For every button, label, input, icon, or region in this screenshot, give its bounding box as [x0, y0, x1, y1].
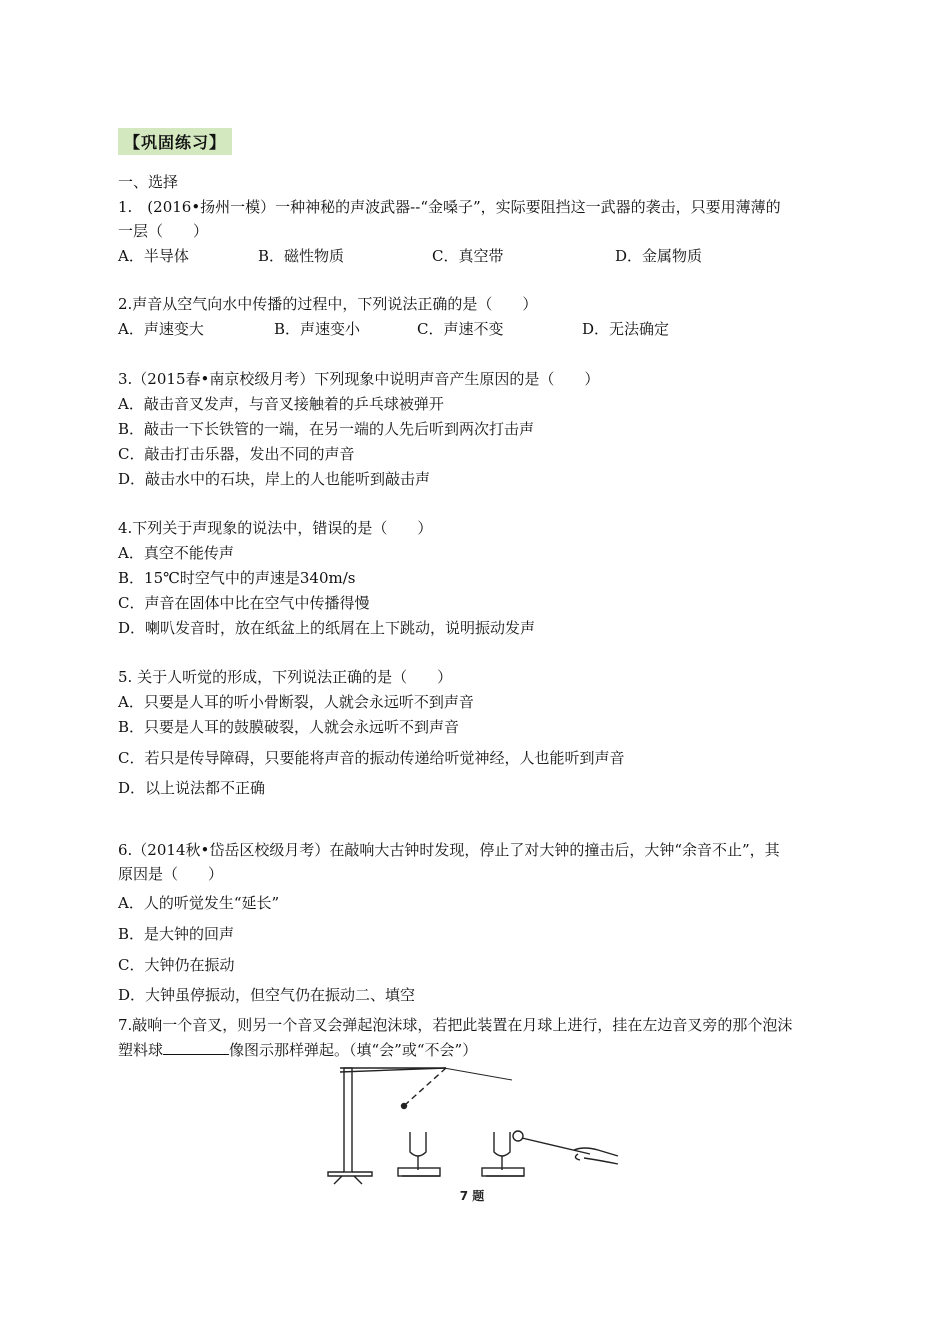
q1-option-a: A．半导体	[118, 247, 189, 265]
q3-stem: 3.（2015春•南京校级月考）下列现象中说明声音产生原因的是（ ）	[118, 370, 600, 388]
q6-option-d: D．大钟虽停振动，但空气仍在振动二、填空	[118, 986, 416, 1004]
q6-stem-line1: 6.（2014秋•岱岳区校级月考）在敲响大古钟时发现，停止了对大钟的撞击后，大钟“余音不止”，其	[118, 841, 780, 859]
q2-option-c: C．声速不变	[417, 320, 504, 338]
section-choice-title: 一、选择	[118, 173, 179, 191]
q4-option-a: A．真空不能传声	[118, 544, 234, 562]
q4-option-d: D．喇叭发音时，放在纸盆上的纸屑在上下跳动，说明振动发声	[118, 619, 536, 637]
q7-stem-line2-pre: 塑料球	[118, 1041, 164, 1059]
stand-pole	[344, 1068, 352, 1172]
q6-option-b: B．是大钟的回声	[118, 925, 235, 943]
q5-stem: 5. 关于人听觉的形成，下列说法正确的是（ ）	[118, 668, 453, 686]
q4-option-b: B．15℃时空气中的声速是340m/s	[118, 569, 356, 587]
q1-option-b: B．磁性物质	[258, 247, 345, 265]
tuning-fork-illustration	[322, 1060, 622, 1210]
q5-option-b: B．只要是人耳的鼓膜破裂，人就会永远听不到声音	[118, 718, 460, 736]
q6-option-c: C．大钟仍在振动	[118, 956, 235, 974]
q1-stem-line2: 一层（ ）	[118, 222, 209, 240]
figure-caption: 7 题	[459, 1189, 485, 1203]
tuning-fork-figure	[322, 1060, 622, 1210]
q2-option-d: D．无法确定	[582, 320, 670, 338]
q3-option-a: A．敲击音叉发声，与音叉接触着的乒乓球被弹开	[118, 395, 444, 413]
q4-option-c: C．声音在固体中比在空气中传播得慢	[118, 594, 370, 612]
q7-stem-line2-post: 像图示那样弹起。（填“会”或“不会”）	[229, 1041, 478, 1059]
q3-option-b: B．敲击一下长铁管的一端，在另一端的人先后听到两次打击声	[118, 420, 535, 438]
q7-stem-line2	[118, 1040, 477, 1060]
q1-stem-line1: 1. (2016•扬州一模）一种神秘的声波武器--“金嗓子”，实际要阻挡这一武器的袭击，只要用薄薄的	[118, 198, 781, 216]
q2-option-b: B．声速变小	[274, 320, 361, 338]
section-heading: 【巩固练习】	[118, 128, 232, 155]
q6-stem-line2: 原因是（ ）	[118, 865, 224, 883]
q5-option-d: D．以上说法都不正确	[118, 779, 266, 797]
q1-option-c: C．真空带	[432, 247, 504, 265]
q7-stem-line1: 7.敲响一个音叉，则另一个音叉会弹起泡沫球，若把此装置在月球上进行，挂在左边音叉旁的那个泡沫	[118, 1016, 793, 1034]
q4-stem: 4.下列关于声现象的说法中，错误的是（ ）	[118, 519, 433, 537]
q2-option-a: A．声速变大	[118, 320, 204, 338]
q3-option-d: D．敲击水中的石块，岸上的人也能听到敲击声	[118, 470, 431, 488]
q2-stem: 2.声音从空气向水中传播的过程中，下列说法正确的是（ ）	[118, 295, 538, 313]
q7-answer-blank[interactable]	[163, 1040, 229, 1055]
q6-option-a: A．人的听觉发生“延长”	[118, 894, 280, 912]
q5-option-c: C．若只是传导障碍，只要能将声音的振动传递给听觉神经，人也能听到声音	[118, 749, 625, 767]
q5-option-a: A．只要是人耳的听小骨断裂，人就会永远听不到声音	[118, 693, 474, 711]
q3-option-c: C．敲击打击乐器，发出不同的声音	[118, 445, 355, 463]
q1-option-d: D．金属物质	[615, 247, 703, 265]
